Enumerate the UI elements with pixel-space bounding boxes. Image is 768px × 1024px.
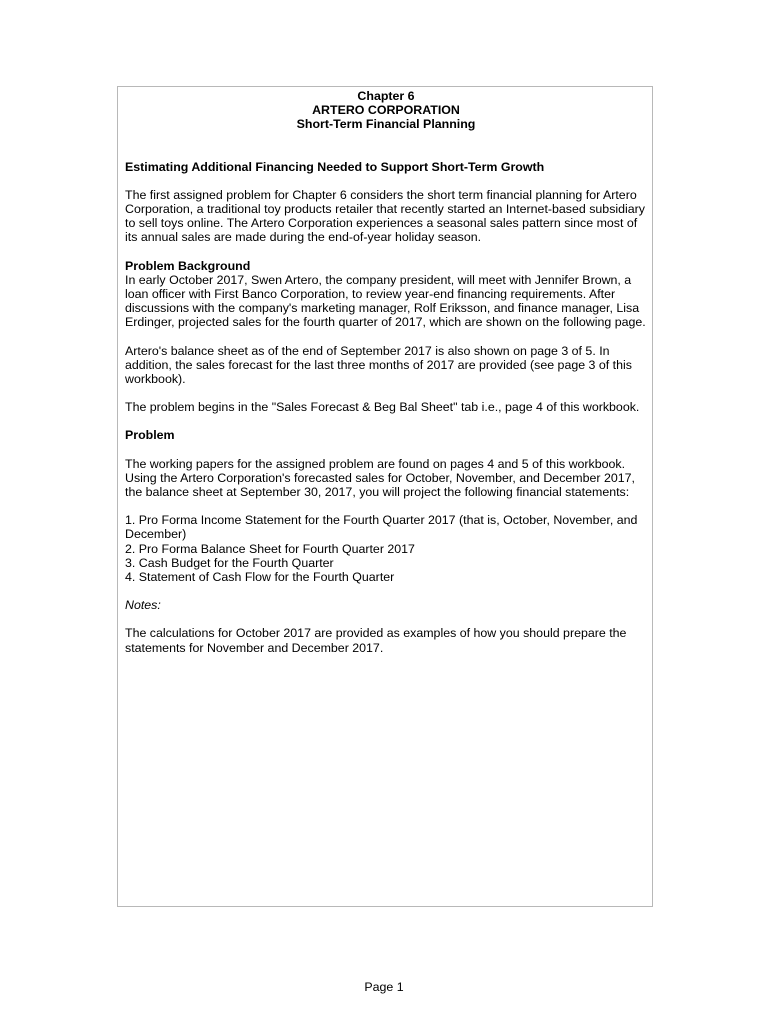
background-heading: Problem Background [125, 258, 251, 273]
background-paragraph-2: Artero's balance sheet as of the end of September 2017 is also shown on page 3 of 5. In addition, the sales forecast for the last three months of 2017 are provided (see page 3 of this workbook). [125, 343, 632, 387]
notes-paragraph: The calculations for October 2017 are provided as examples of how you should prepare the statements for November and December 2017. [125, 626, 627, 655]
section-title: Estimating Additional Financing Needed to Support Short-Term Growth [125, 159, 545, 174]
list-item: 3. Cash Budget for the Fourth Quarter [125, 555, 334, 570]
list-item: 4. Statement of Cash Flow for the Fourth Quarter [125, 570, 395, 585]
list-item: 1. Pro Forma Income Statement for the Fourth Quarter 2017 (that is, October, November, and December) [125, 513, 638, 542]
company-title: ARTERO CORPORATION [312, 103, 460, 118]
page-number: Page 1 [364, 980, 404, 994]
document-body [125, 89, 647, 655]
subtitle: Short-Term Financial Planning [296, 117, 476, 132]
intro-paragraph: The first assigned problem for Chapter 6 considers the short term financial planning for Artero Corporation, a traditional toy products retailer that recently started an Internet-based subsidiary to sell toys online. The Artero Corporation experiences a seasonal sales pattern since most of its annual sales are made during the end-of-year holiday season. [125, 187, 645, 245]
problem-heading: Problem [125, 428, 175, 443]
statement-list [125, 513, 647, 584]
title-block [125, 89, 647, 132]
notes-label: Notes: [125, 598, 161, 613]
background-paragraph-3: The problem begins in the "Sales Forecast & Beg Bal Sheet" tab i.e., page 4 of this workbook. [125, 400, 640, 415]
list-item: 2. Pro Forma Balance Sheet for Fourth Quarter 2017 [125, 541, 415, 556]
background-paragraph-1: In early October 2017, Swen Artero, the company president, will meet with Jennifer Brown, a loan officer with First Banco Corporation, to review year-end financing requirements. After discussions with the company's marketing manager, Rolf Eriksson, and finance manager, Lisa Erdinger, projected sales for the fourth quarter of 2017, which are shown on the following page. [125, 272, 646, 330]
chapter-title: Chapter 6 [357, 89, 415, 103]
problem-paragraph: The working papers for the assigned problem are found on pages 4 and 5 of this workbook. Using the Artero Corporation's forecasted sales for October, November, and December 2017, the balance sheet at September 30, 2017, you will project the following financial statements: [125, 456, 635, 500]
